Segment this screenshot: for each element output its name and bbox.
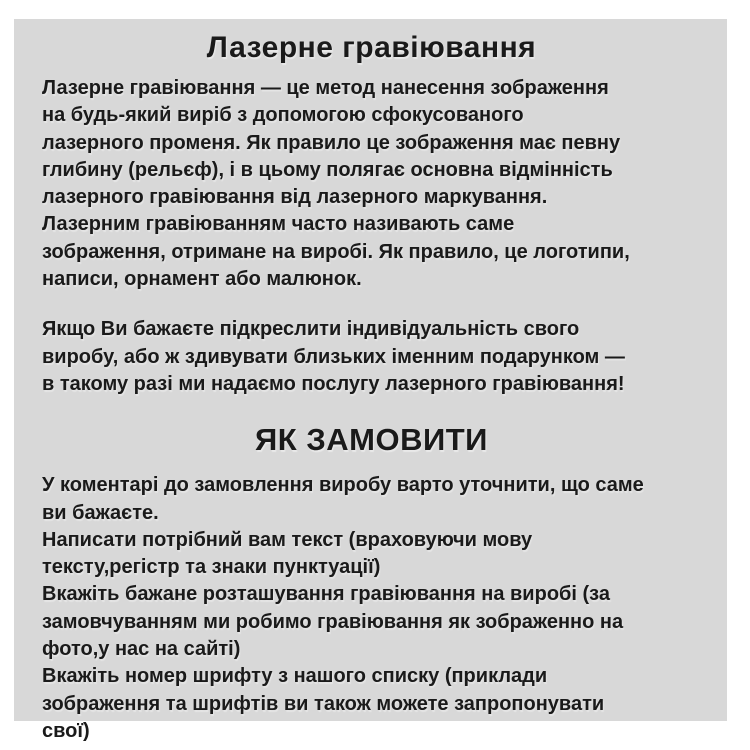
text-line: Лазерне гравіювання — це метод нанесення зображення <box>42 77 609 99</box>
text-line: тексту,регістр та знаки пунктуації) <box>42 556 381 579</box>
text-line: на будь-який виріб з допомогою сфокусованого <box>42 104 524 127</box>
text-line: фото,у нас на сайті) <box>42 638 241 661</box>
text-line: лазерного променя. Як правило це зображення має певну <box>42 131 621 154</box>
text-line: свої) <box>42 719 90 742</box>
intro-paragraph <box>42 75 701 293</box>
text-line: зображення та шрифтів ви також можете запропонувати <box>42 692 605 715</box>
text-line: написи, орнамент або малюнок. <box>42 268 362 291</box>
text-line: глибину (рельєф), і в цьому полягає основна відмінність <box>42 158 613 181</box>
section-title: ЯК ЗАМОВИТИ <box>255 422 488 458</box>
offer-paragraph <box>42 316 701 398</box>
text-line: Написати потрібний вам текст (враховуючи мову <box>42 528 533 551</box>
page-title: Лазерне гравіювання <box>206 31 537 64</box>
engraving-info-panel <box>14 19 727 742</box>
text-line: ви бажаєте. <box>42 501 159 524</box>
text-line: зображення, отримане на виробі. Як правило, це логотипи, <box>42 240 630 263</box>
text-line: Лазерним гравіюванням часто називають саме <box>42 213 515 236</box>
text-line: Вкажіть бажане розташування гравіювання на виробі (за <box>42 583 610 606</box>
text-line: виробу, або ж здивувати близьких іменним подарунком — <box>42 345 625 368</box>
text-line: лазерного гравіювання від лазерного маркування. <box>42 186 548 209</box>
text-line: в такому разі ми надаємо послугу лазерного гравіювання! <box>42 372 625 395</box>
text-line: Вкажіть номер шрифту з нашого списку (приклади <box>42 665 548 688</box>
text-line: У коментарі до замовлення виробу варто уточнити, що саме <box>42 474 644 497</box>
text-line: замовчуванням ми робимо гравіювання як зображенно на <box>42 610 624 633</box>
text-line: Якщо Ви бажаєте підкреслити індивідуальність свого <box>42 318 580 341</box>
instructions-paragraph <box>42 472 701 745</box>
